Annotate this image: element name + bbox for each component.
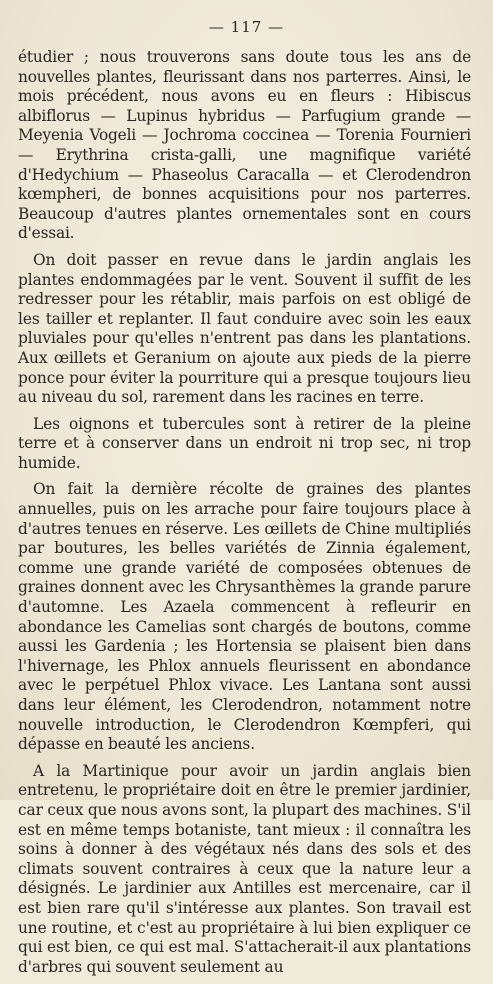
paragraph-plantes-nouvelles: étudier ; nous trouverons sans doute tous les ans de nouvelles plantes, fleurissant dans nos parterres. Ainsi, le mois précédent, nous avons eu en fleurs : Hibiscus albiflorus — Lupinus hybridus — Parfugium grande — Meyenia Vogeli — Jochroma coccinea — Torenia Fournieri — Erythrina crista-galli, une magnifique variété d'Hedychium — Phaseolus Caracalla — et Clerodendron kœmpheri, de bonnes acquisitions pour nos parterres. Beaucoup d'autres plantes ornementales sont en cours d'essai.	[18, 48, 471, 243]
paragraph-jardin-anglais: On doit passer en revue dans le jardin anglais les plantes endommagées par le vent. Souvent il suffit de les redresser pour les rétablir, mais parfois on est obligé de les tailler et replanter. Il faut conduire avec soin les eaux pluviales pour qu'elles n'entrent pas dans les plantations. Aux œillets et Geranium on ajoute aux pieds de la pierre ponce pour éviter la pourriture qui a presque toujours lieu au niveau du sol, rarement dans les racines en terre.	[18, 250, 471, 407]
page-number: — 117 —	[208, 18, 285, 36]
paragraph-recolte-graines: On fait la dernière récolte de graines des plantes annuelles, puis on les arrache pour faire toujours place à d'autres tenues en réserve. Les œillets de Chine multipliés par boutures, les belles variétés de Zinnia également, comme une grande variété de composées obtenues de graines donnent avec les Chrysanthèmes la grande parure d'automne. Les Azaela commencent à refleurir en abondance les Camelias sont chargés de boutons, comme aussi les Gardenia ; les Hortensia se plaisent bien dans l'hivernage, les Phlox annuels fleurissent en abondance avec le perpétuel Phlox vivace. Les Lantana sont aussi dans leur élément, les Clerodendron, notamment notre nouvelle introduction, le Clerodendron Kœmpferi, qui dépasse en beauté les anciens.	[18, 480, 471, 754]
body-text	[18, 48, 471, 984]
paragraph-oignons-tubercules: Les oignons et tubercules sont à retirer de la pleine terre et à conserver dans un endroit ni trop sec, ni trop humide.	[18, 414, 471, 472]
paragraph-martinique: A la Martinique pour avoir un jardin anglais bien entretenu, le propriétaire doit en être le premier jardinier, car ceux que nous avons sont, la plupart des machines. S'il est en même temps botaniste, tant mieux : il connaîtra les soins à donner à des végétaux nés dans des sols et des climats souvent contraires à ceux que la nature leur a désignés. Le jardinier aux Antilles est mercenaire, car il est bien rare qu'il s'intéresse aux plantes. Son travail est une routine, et c'est au propriétaire à lui bien expliquer ce qui est bien, ce qui est mal. S'attacherait-il aux plantations d'arbres qui souvent seulement au	[18, 761, 471, 976]
